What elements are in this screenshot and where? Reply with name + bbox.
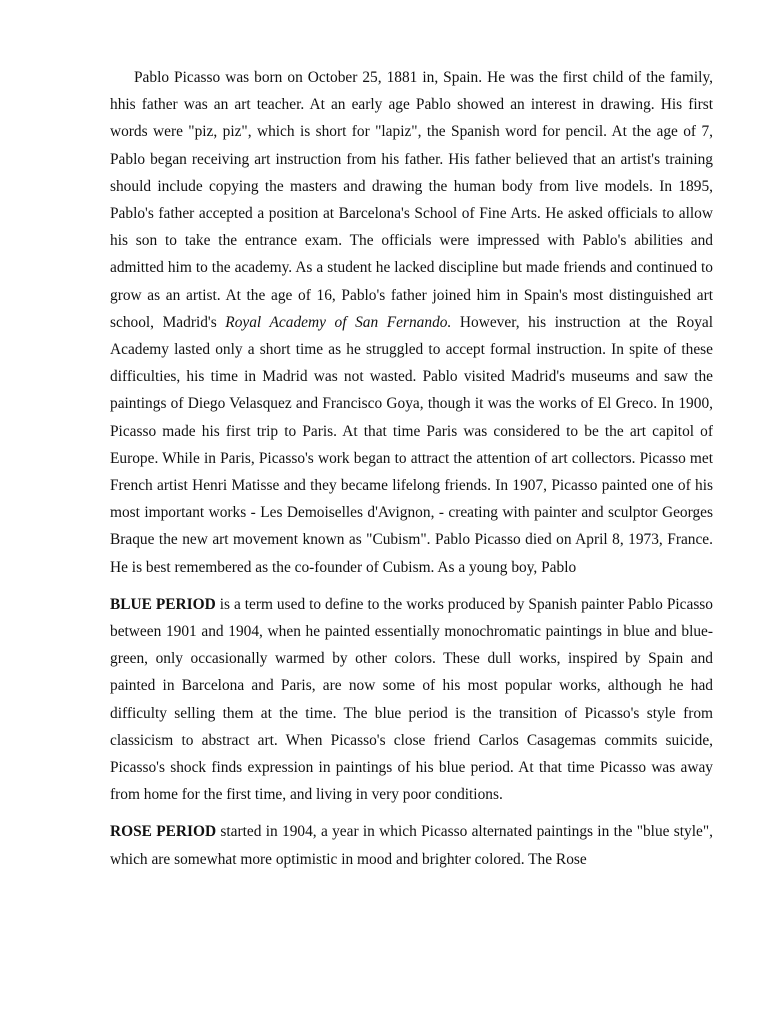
blue-period-paragraph xyxy=(110,591,713,809)
academy-name: Royal Academy of San Fernando. xyxy=(225,313,452,331)
document-page xyxy=(110,64,713,873)
biography-paragraph xyxy=(110,64,713,581)
blue-period-text: is a term used to define to the works produced by Spanish painter Pablo Picasso between 1901 and 1904, when he painted essentially monochromatic paintings in blue and blue-green, only occasionally warmed by other colors. These dull works, inspired by Spain and painted in Barcelona and Paris, are now some of his most popular works, although he had difficulty selling them at the time. The blue period is the transition of Picasso's style from classicism to abstract art. When Picasso's close friend Carlos Casagemas commits suicide, Picasso's shock finds expression in paintings of his blue period. At that time Picasso was away from home for the first time, and living in very poor conditions. xyxy=(110,595,713,804)
blue-period-heading: BLUE PERIOD xyxy=(110,595,216,613)
rose-period-heading: ROSE PERIOD xyxy=(110,823,217,841)
rose-period-text: started in 1904, a year in which Picasso alternated paintings in the "blue style", which are somewhat more optimistic in mood and brighter colored. The Rose xyxy=(110,823,713,868)
biography-text-part1: Pablo Picasso was born on October 25, 1881 in, Spain. He was the first child of the family, hhis father was an art teacher. At an early age Pablo showed an interest in drawing. His first words were "piz, piz", which is short for "lapiz", the Spanish word for pencil. At the age of 7, Pablo began receiving art instruction from his father. His father believed that an artist's training should include copying the masters and drawing the human body from live models. In 1895, Pablo's father accepted a position at Barcelona's School of Fine Arts. He asked officials to allow his son to take the entrance exam. The officials were impressed with Pablo's abilities and admitted him to the academy. As a student he lacked discipline but made friends and continued to grow as an artist. At the age of 16, Pablo's father joined him in Spain's most distinguished art school, Madrid's xyxy=(110,69,713,331)
rose-period-paragraph xyxy=(110,818,713,872)
biography-text-part2: However, his instruction at the Royal Academy lasted only a short time as he struggled to accept formal instruction. In spite of these difficulties, his time in Madrid was not wasted. Pablo visited Madrid's museums and saw the paintings of Diego Velasquez and Francisco Goya, though it was the works of El Greco. In 1900, Picasso made his first trip to Paris. At that time Paris was considered to be the art capitol of Europe. While in Paris, Picasso's work began to attract the attention of art collectors. Picasso met French artist Henri Matisse and they became lifelong friends. In 1907, Picasso painted one of his most important works - Les Demoiselles d'Avignon, - creating with painter and sculptor Georges Braque the new art movement known as "Cubism". Pablo Picasso died on April 8, 1973, France. He is best remembered as the co-founder of Cubism. As a young boy, Pablo xyxy=(110,313,713,576)
